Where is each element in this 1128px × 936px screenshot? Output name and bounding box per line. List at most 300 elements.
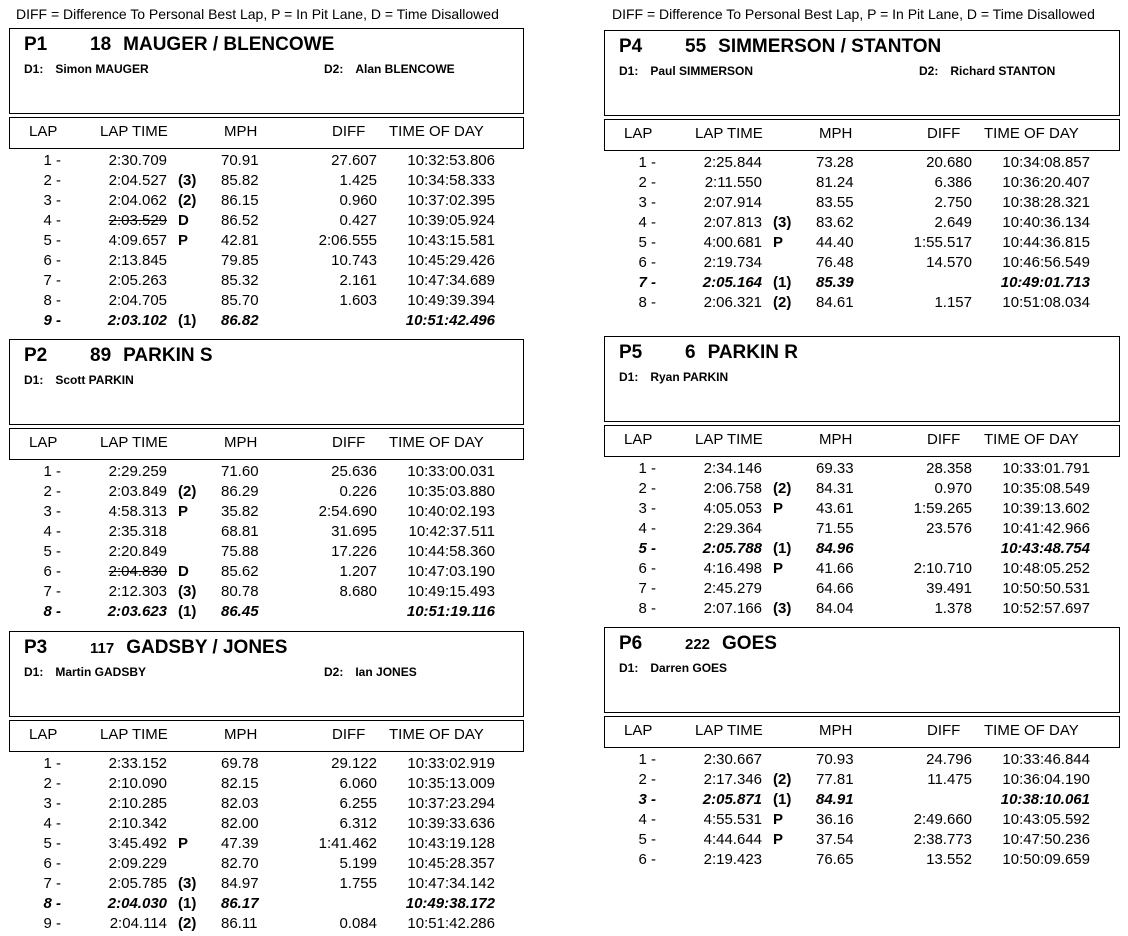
column-header-tod: TIME OF DAY (984, 125, 1079, 142)
lap-time-of-day: 10:46:56.549 (1002, 254, 1090, 271)
lap-mph: 47.39 (221, 835, 259, 852)
lap-row (9, 583, 524, 603)
lap-mph: 82.70 (221, 855, 259, 872)
lap-mph: 35.82 (221, 503, 259, 520)
lap-diff: 5.199 (339, 855, 377, 872)
lap-time-of-day: 10:33:00.031 (407, 463, 495, 480)
column-header-bar (9, 720, 524, 752)
lap-number: 2 - (638, 480, 656, 497)
column-header-lap-time: LAP TIME (100, 123, 168, 140)
lap-diff: 1:55.517 (913, 234, 972, 251)
lap-diff: 8.680 (339, 583, 377, 600)
lap-diff: 2:49.660 (913, 811, 972, 828)
lap-row (9, 523, 524, 543)
lap-diff: 1:59.265 (913, 500, 972, 517)
position-label: P5 (619, 342, 643, 363)
driver-1-name: Scott PARKIN (55, 373, 134, 387)
lap-row (9, 915, 524, 935)
lap-mph: 37.54 (816, 831, 854, 848)
column-header-tod: TIME OF DAY (984, 722, 1079, 739)
lap-time: 2:04.830 (108, 563, 167, 580)
lap-mph: 77.81 (816, 771, 854, 788)
lap-marker: P (178, 232, 189, 249)
panel-title (24, 34, 334, 56)
column-header-diff: DIFF (332, 434, 366, 451)
lap-mph: 84.97 (221, 875, 259, 892)
lap-mph: 86.52 (221, 212, 259, 229)
lap-row (9, 152, 524, 172)
lap-time-of-day: 10:47:34.142 (407, 875, 495, 892)
column-header-lap-time: LAP TIME (100, 726, 168, 743)
lap-number: 1 - (638, 460, 656, 477)
lap-time: 2:03.102 (107, 312, 167, 329)
lap-time-of-day: 10:36:04.190 (1002, 771, 1090, 788)
lap-marker: (2) (178, 915, 197, 932)
column-header-diff: DIFF (332, 123, 366, 140)
lap-number: 6 - (43, 563, 61, 580)
lap-diff: 2.161 (339, 272, 377, 289)
column-header-tod: TIME OF DAY (984, 431, 1079, 448)
lap-time-of-day: 10:51:42.496 (405, 312, 495, 329)
lap-time: 2:03.849 (108, 483, 167, 500)
lap-row (604, 771, 1120, 791)
lap-marker: (3) (178, 172, 197, 189)
position-label: P1 (24, 34, 48, 55)
lap-number: 8 - (43, 292, 61, 309)
lap-diff: 2:54.690 (318, 503, 377, 520)
lap-marker: P (773, 831, 784, 848)
lap-mph: 71.60 (221, 463, 259, 480)
lap-time: 2:05.785 (108, 875, 167, 892)
lap-diff: 24.796 (926, 751, 972, 768)
lap-time: 2:29.364 (703, 520, 762, 537)
panel-header (604, 30, 1120, 116)
lap-time-of-day: 10:33:01.791 (1002, 460, 1090, 477)
lap-mph: 73.28 (816, 154, 854, 171)
lap-time-of-day: 10:51:19.116 (406, 603, 495, 620)
lap-time: 2:07.813 (703, 214, 762, 231)
lap-row (604, 294, 1120, 314)
lap-number: 8 - (638, 600, 656, 617)
lap-time: 4:00.681 (703, 234, 762, 251)
lap-number: 5 - (43, 543, 61, 560)
lap-row (604, 274, 1120, 294)
lap-mph: 36.16 (816, 811, 854, 828)
lap-time: 2:06.321 (703, 294, 762, 311)
lap-number: 6 - (43, 855, 61, 872)
lap-time: 2:10.285 (108, 795, 167, 812)
lap-row (9, 563, 524, 583)
lap-number: 4 - (43, 212, 61, 229)
lap-number: 9 - (43, 312, 61, 329)
column-header-lap: LAP (624, 125, 653, 142)
lap-marker: P (178, 835, 189, 852)
lap-row (604, 791, 1120, 811)
panel-header (604, 336, 1120, 422)
lap-time-of-day: 10:47:03.190 (407, 563, 495, 580)
lap-row (9, 172, 524, 192)
lap-time: 2:10.090 (108, 775, 167, 792)
driver-2-name: Alan BLENCOWE (355, 62, 455, 76)
lap-time-of-day: 10:45:29.426 (407, 252, 495, 269)
lap-time: 4:09.657 (108, 232, 167, 249)
lap-mph: 70.91 (221, 152, 259, 169)
driver-1-name: Paul SIMMERSON (650, 64, 754, 78)
lap-diff: 1:41.462 (318, 835, 377, 852)
lap-diff: 0.084 (339, 915, 377, 932)
lap-mph: 83.55 (816, 194, 854, 211)
lap-row (9, 855, 524, 875)
lap-number: 4 - (638, 520, 656, 537)
lap-number: 1 - (638, 154, 656, 171)
lap-marker: (3) (773, 600, 792, 617)
lap-number: 6 - (638, 851, 656, 868)
lap-mph: 85.32 (221, 272, 259, 289)
lap-row (604, 580, 1120, 600)
lap-time: 2:19.734 (703, 254, 762, 271)
lap-time-of-day: 10:50:50.531 (1002, 580, 1090, 597)
lap-number: 7 - (43, 583, 61, 600)
column-header-lap-time: LAP TIME (695, 722, 763, 739)
lap-diff: 6.386 (934, 174, 972, 191)
lap-time-of-day: 10:36:20.407 (1002, 174, 1090, 191)
lap-time: 4:05.053 (703, 500, 762, 517)
driver-2-name: Ian JONES (355, 665, 417, 679)
lap-row (9, 192, 524, 212)
lap-number: 1 - (43, 152, 61, 169)
lap-time-of-day: 10:44:58.360 (407, 543, 495, 560)
lap-row (604, 194, 1120, 214)
lap-mph: 82.00 (221, 815, 259, 832)
lap-row (9, 755, 524, 775)
column-header-mph: MPH (819, 125, 853, 142)
lap-time-of-day: 10:52:57.697 (1002, 600, 1090, 617)
lap-row (9, 312, 524, 332)
lap-time: 2:05.164 (702, 274, 762, 291)
lap-marker: (3) (178, 583, 197, 600)
lap-row (9, 795, 524, 815)
driver-1-name: Martin GADSBY (55, 665, 147, 679)
lap-number: 1 - (43, 463, 61, 480)
lap-marker: (2) (773, 294, 792, 311)
lap-diff: 2:38.773 (913, 831, 972, 848)
lap-diff: 17.226 (331, 543, 377, 560)
position-label: P4 (619, 36, 643, 57)
driver-1-label: D1: (24, 373, 44, 387)
column-header-lap-time: LAP TIME (695, 431, 763, 448)
lap-number: 4 - (638, 811, 656, 828)
column-header-bar (604, 716, 1120, 748)
lap-time: 2:05.871 (702, 791, 762, 808)
lap-row (604, 540, 1120, 560)
lap-time-of-day: 10:47:34.689 (407, 272, 495, 289)
driver-1-name: Simon MAUGER (55, 62, 149, 76)
driver-1 (619, 661, 727, 675)
lap-number: 4 - (43, 815, 61, 832)
lap-time: 2:30.667 (703, 751, 762, 768)
lap-row (9, 252, 524, 272)
lap-time-of-day: 10:49:01.713 (1000, 274, 1090, 291)
car-number: 117 (90, 640, 115, 657)
column-header-diff: DIFF (332, 726, 366, 743)
lap-mph: 84.61 (816, 294, 854, 311)
lap-diff: 1.603 (339, 292, 377, 309)
lap-time: 2:20.849 (108, 543, 167, 560)
car-number: 18 (90, 34, 112, 55)
lap-time-of-day: 10:37:23.294 (407, 795, 495, 812)
lap-time-of-day: 10:43:15.581 (407, 232, 495, 249)
lap-mph: 86.15 (221, 192, 259, 209)
driver-1 (24, 62, 149, 76)
lap-time-of-day: 10:34:58.333 (407, 172, 495, 189)
lap-diff: 28.358 (926, 460, 972, 477)
lap-diff: 1.755 (339, 875, 377, 892)
lap-mph: 69.33 (816, 460, 854, 477)
column-header-mph: MPH (819, 431, 853, 448)
driver-2 (919, 64, 1055, 78)
column-header-bar (604, 119, 1120, 151)
legend-text-right: DIFF = Difference To Personal Best Lap, P = In Pit Lane, D = Time Disallowed (612, 6, 1095, 22)
lap-time-of-day: 10:38:10.061 (1000, 791, 1090, 808)
lap-number: 7 - (43, 875, 61, 892)
lap-time: 4:58.313 (108, 503, 167, 520)
lap-time-of-day: 10:37:02.395 (407, 192, 495, 209)
lap-number: 5 - (638, 234, 656, 251)
lap-diff: 23.576 (926, 520, 972, 537)
lap-time: 2:29.259 (108, 463, 167, 480)
panel-header (9, 28, 524, 114)
lap-mph: 85.62 (221, 563, 259, 580)
lap-number: 2 - (43, 775, 61, 792)
lap-time-of-day: 10:39:13.602 (1002, 500, 1090, 517)
lap-time: 2:03.623 (107, 603, 167, 620)
column-header-lap: LAP (624, 722, 653, 739)
lap-marker: P (773, 234, 784, 251)
lap-time-of-day: 10:47:50.236 (1002, 831, 1090, 848)
lap-diff: 2.750 (934, 194, 972, 211)
lap-row (9, 815, 524, 835)
lap-time-of-day: 10:43:05.592 (1002, 811, 1090, 828)
lap-marker: (2) (773, 771, 792, 788)
lap-mph: 82.15 (221, 775, 259, 792)
lap-diff: 6.255 (339, 795, 377, 812)
column-header-mph: MPH (224, 434, 258, 451)
lap-mph: 79.85 (221, 252, 259, 269)
lap-number: 1 - (43, 755, 61, 772)
lap-time: 2:05.263 (108, 272, 167, 289)
driver-2-label: D2: (324, 62, 344, 76)
lap-marker: (1) (773, 540, 792, 557)
lap-time: 4:55.531 (703, 811, 762, 828)
column-header-lap: LAP (29, 434, 58, 451)
driver-1-name: Darren GOES (650, 661, 728, 675)
lap-time-of-day: 10:35:03.880 (407, 483, 495, 500)
column-header-mph: MPH (224, 726, 258, 743)
lap-row (604, 831, 1120, 851)
lap-mph: 64.66 (816, 580, 854, 597)
lap-row (604, 520, 1120, 540)
panel-header (9, 339, 524, 425)
driver-1-label: D1: (619, 661, 639, 675)
lap-number: 3 - (43, 503, 61, 520)
lap-row (9, 463, 524, 483)
lap-mph: 42.81 (221, 232, 259, 249)
lap-number: 2 - (43, 172, 61, 189)
lap-number: 8 - (638, 294, 656, 311)
column-header-mph: MPH (224, 123, 258, 140)
lap-mph: 80.78 (221, 583, 259, 600)
lap-diff: 2:10.710 (913, 560, 972, 577)
car-number: 55 (685, 36, 707, 57)
lap-time-of-day: 10:48:05.252 (1002, 560, 1090, 577)
lap-time: 2:07.914 (703, 194, 762, 211)
lap-time-of-day: 10:49:39.394 (407, 292, 495, 309)
lap-mph: 85.70 (221, 292, 259, 309)
lap-row (9, 503, 524, 523)
lap-number: 3 - (43, 795, 61, 812)
column-header-lap: LAP (29, 123, 58, 140)
lap-number: 9 - (43, 915, 61, 932)
lap-mph: 44.40 (816, 234, 854, 251)
team-name: MAUGER / BLENCOWE (123, 34, 335, 55)
lap-marker: (3) (178, 875, 197, 892)
lap-diff: 0.427 (339, 212, 377, 229)
team-name: PARKIN S (123, 345, 213, 366)
lap-time: 2:12.303 (108, 583, 167, 600)
lap-number: 3 - (638, 791, 656, 808)
lap-mph: 76.48 (816, 254, 854, 271)
driver-1 (619, 64, 753, 78)
lap-mph: 82.03 (221, 795, 259, 812)
lap-time: 2:34.146 (703, 460, 762, 477)
lap-time: 2:04.062 (108, 192, 167, 209)
driver-1-label: D1: (24, 62, 44, 76)
column-header-diff: DIFF (927, 722, 961, 739)
lap-mph: 84.04 (816, 600, 854, 617)
lap-row (604, 480, 1120, 500)
lap-time: 2:30.709 (108, 152, 167, 169)
lap-number: 4 - (43, 523, 61, 540)
lap-time: 3:45.492 (108, 835, 167, 852)
lap-diff: 0.226 (339, 483, 377, 500)
lap-number: 1 - (638, 751, 656, 768)
panel-title (619, 342, 798, 364)
lap-marker: (2) (178, 192, 197, 209)
driver-2-label: D2: (919, 64, 939, 78)
column-header-bar (9, 428, 524, 460)
lap-number: 8 - (43, 895, 61, 912)
lap-number: 3 - (638, 194, 656, 211)
lap-number: 7 - (638, 580, 656, 597)
lap-diff: 10.743 (331, 252, 377, 269)
lap-time: 2:06.758 (703, 480, 762, 497)
lap-row (9, 483, 524, 503)
lap-diff: 0.960 (339, 192, 377, 209)
lap-marker: P (773, 500, 784, 517)
lap-diff: 1.207 (339, 563, 377, 580)
team-name: GOES (722, 633, 777, 654)
lap-mph: 84.31 (816, 480, 854, 497)
driver-1-label: D1: (24, 665, 44, 679)
car-number: 6 (685, 342, 696, 363)
column-header-tod: TIME OF DAY (389, 123, 484, 140)
lap-time-of-day: 10:33:02.919 (407, 755, 495, 772)
lap-time: 2:13.845 (108, 252, 167, 269)
column-header-lap: LAP (29, 726, 58, 743)
lap-diff: 14.570 (926, 254, 972, 271)
lap-diff: 11.475 (927, 771, 972, 788)
lap-mph: 68.81 (221, 523, 259, 540)
lap-mph: 84.96 (816, 540, 854, 557)
lap-row (604, 600, 1120, 620)
lap-time: 2:33.152 (108, 755, 167, 772)
lap-marker: (1) (773, 791, 792, 808)
lap-number: 5 - (638, 831, 656, 848)
panel-header (9, 631, 524, 717)
lap-row (9, 212, 524, 232)
lap-diff: 29.122 (331, 755, 377, 772)
lap-time-of-day: 10:38:28.321 (1002, 194, 1090, 211)
lap-diff: 6.060 (339, 775, 377, 792)
lap-row (604, 174, 1120, 194)
lap-time: 2:07.166 (703, 600, 762, 617)
lap-diff: 2:06.555 (318, 232, 377, 249)
lap-time: 2:04.114 (109, 915, 167, 932)
lap-marker: (2) (178, 483, 197, 500)
lap-diff: 1.157 (934, 294, 972, 311)
lap-diff: 2.649 (934, 214, 972, 231)
lap-number: 6 - (43, 252, 61, 269)
lap-number: 6 - (638, 560, 656, 577)
lap-time: 2:25.844 (703, 154, 762, 171)
lap-time: 2:04.705 (108, 292, 167, 309)
lap-time-of-day: 10:39:05.924 (407, 212, 495, 229)
lap-time: 2:10.342 (108, 815, 167, 832)
lap-time: 2:45.279 (703, 580, 762, 597)
lap-mph: 86.45 (221, 603, 259, 620)
lap-number: 3 - (638, 500, 656, 517)
column-header-tod: TIME OF DAY (389, 726, 484, 743)
lap-mph: 83.62 (816, 214, 854, 231)
lap-diff: 1.425 (339, 172, 377, 189)
lap-row (604, 500, 1120, 520)
driver-2-name: Richard STANTON (950, 64, 1056, 78)
column-header-bar (9, 117, 524, 149)
panel-title (24, 345, 213, 367)
lap-time: 2:04.527 (108, 172, 167, 189)
panel-title (619, 633, 777, 655)
lap-mph: 86.11 (221, 915, 258, 932)
lap-time: 4:44.644 (703, 831, 762, 848)
lap-row (604, 214, 1120, 234)
position-label: P3 (24, 637, 48, 658)
driver-1-name: Ryan PARKIN (650, 370, 729, 384)
panel-title (619, 36, 941, 58)
panel-header (604, 627, 1120, 713)
lap-time: 2:17.346 (703, 771, 762, 788)
lap-row (604, 811, 1120, 831)
car-number: 222 (685, 636, 711, 653)
lap-number: 2 - (638, 174, 656, 191)
lap-time: 2:05.788 (702, 540, 762, 557)
lap-time: 2:19.423 (703, 851, 762, 868)
lap-time-of-day: 10:40:02.193 (407, 503, 495, 520)
lap-row (9, 292, 524, 312)
lap-row (604, 851, 1120, 871)
lap-row (9, 272, 524, 292)
driver-1 (24, 373, 134, 387)
lap-row (604, 751, 1120, 771)
